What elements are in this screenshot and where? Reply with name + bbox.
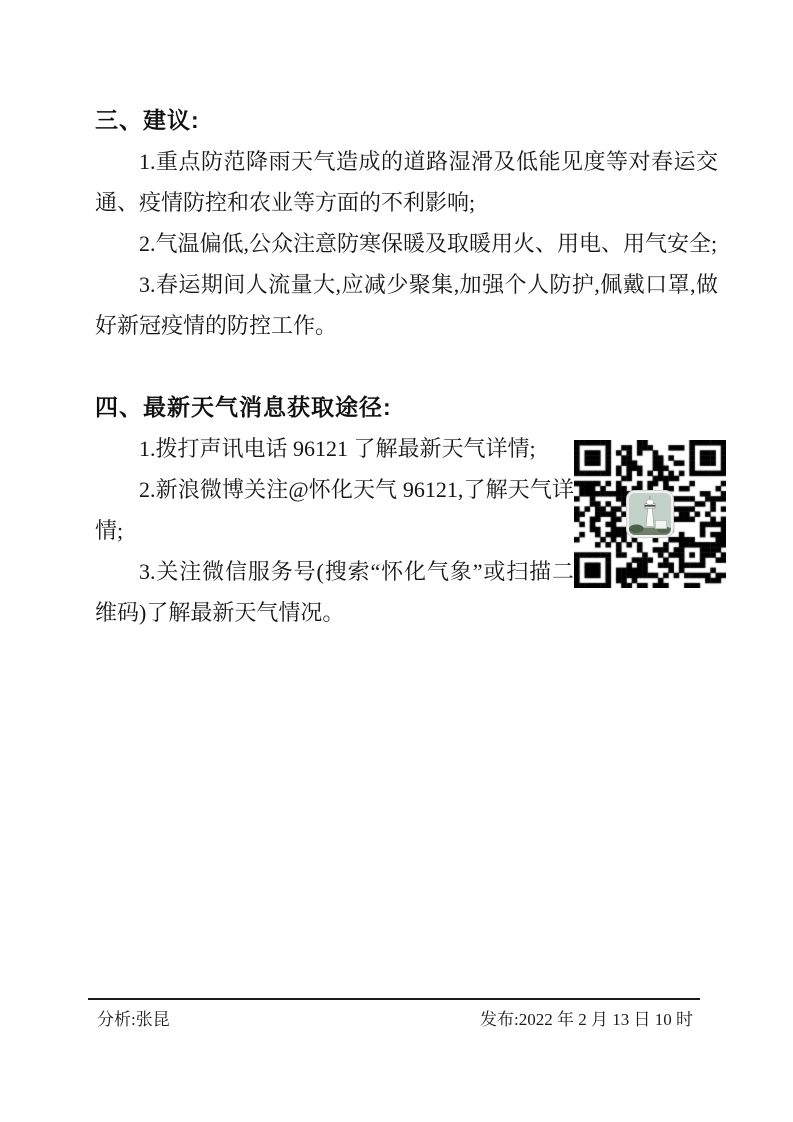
channel-item-1: 1.拨打声讯电话 96121 了解最新天气详情;: [139, 436, 536, 461]
section-weather-info-channels: [95, 387, 718, 633]
section-suggestions-title: 三、建议:: [95, 107, 200, 133]
suggestion-item-1: 1.重点防范降雨天气造成的道路湿滑及低能见度等对春运交通、疫情防控和农业等方面的不利影响;: [95, 149, 718, 215]
section-suggestions: [95, 100, 718, 346]
qr-center-logo: [627, 491, 673, 537]
footer-publish-time: 发布:2022 年 2 月 13 日 10 时: [480, 1010, 693, 1029]
suggestion-item-2: 2.气温偏低,公众注意防寒保暖及取暖用火、用电、用气安全;: [139, 231, 718, 256]
section-channels-title: 四、最新天气消息获取途径:: [95, 394, 392, 420]
channel-item-2: 2.新浪微博关注@怀化天气 96121,了解天气详情;: [95, 477, 574, 543]
footer-analyst: 分析:张昆: [97, 1010, 170, 1029]
suggestion-item-3: 3.春运期间人流量大,应减少聚集,加强个人防护,佩戴口罩,做好新冠疫情的防控工作。: [95, 272, 718, 338]
qr-code: [574, 440, 726, 588]
page-footer: [88, 998, 700, 1032]
weather-tower-icon: [629, 493, 671, 535]
document-content: [95, 100, 718, 633]
channel-item-3: 3.关注微信服务号(搜索“怀化气象”或扫描二维码)了解最新天气情况。: [95, 559, 574, 625]
channels-items: [95, 428, 718, 633]
